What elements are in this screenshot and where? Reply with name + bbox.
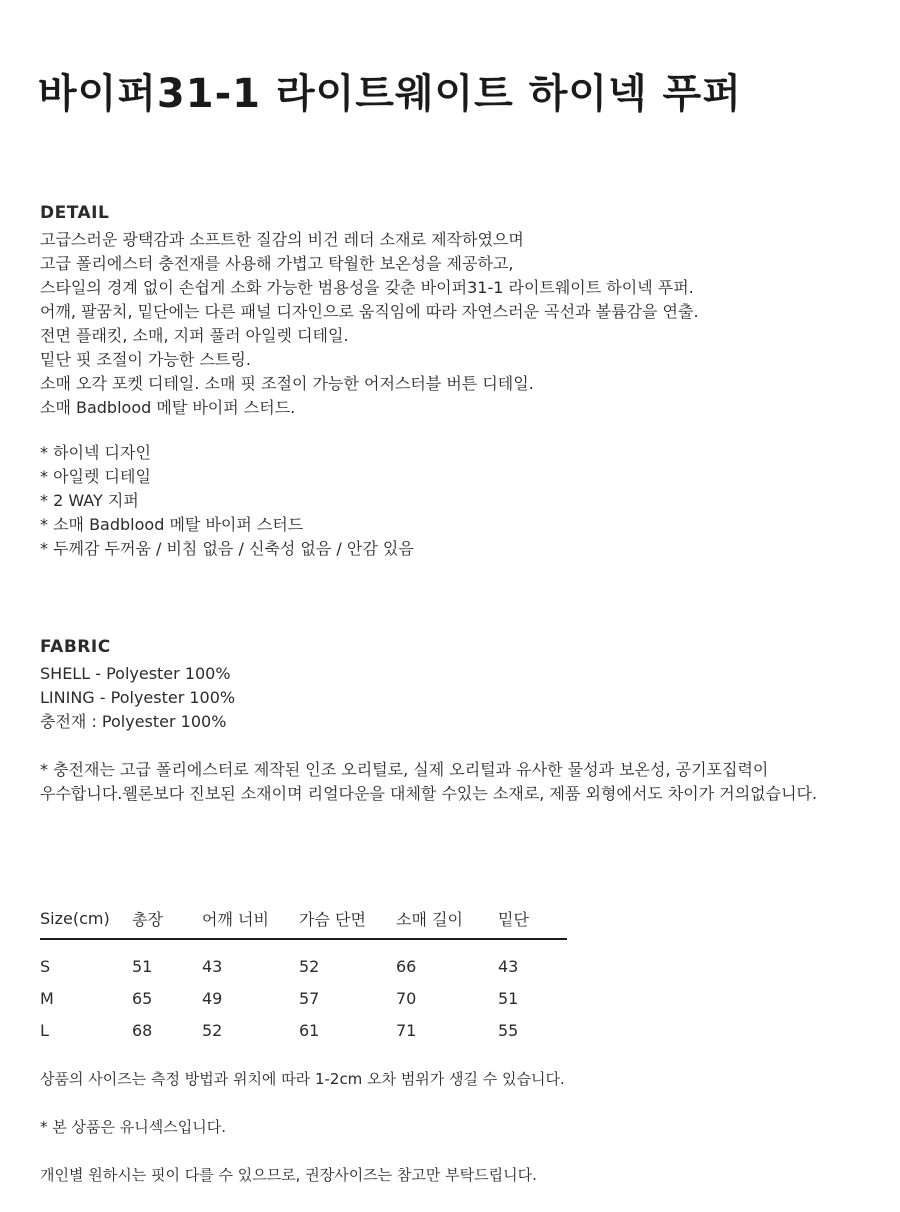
- detail-bullet: * 소매 Badblood 메탈 바이퍼 스터드: [40, 515, 304, 534]
- table-cell: 70: [396, 988, 417, 1008]
- table-cell: 52: [202, 1020, 223, 1040]
- table-cell: 52: [299, 956, 320, 976]
- table-cell: 57: [299, 988, 320, 1008]
- product-title: 바이퍼31-1 라이트웨이트 하이넥 푸퍼: [38, 71, 742, 117]
- table-cell: 68: [132, 1020, 153, 1040]
- table-row: [40, 982, 567, 1014]
- detail-paragraph: [40, 228, 699, 420]
- header-size: Size(cm): [40, 904, 132, 939]
- table-cell: 71: [396, 1020, 417, 1040]
- detail-bullets: [40, 441, 414, 561]
- detail-bullet: * 두께감 두꺼움 / 비침 없음 / 신축성 없음 / 안감 있음: [40, 539, 414, 558]
- detail-bullet: * 아일렛 디테일: [40, 467, 151, 486]
- table-cell: S: [40, 956, 51, 976]
- table-cell: 51: [132, 956, 153, 976]
- detail-line: 소매 Badblood 메탈 바이퍼 스터드.: [40, 398, 296, 417]
- table-cell: 61: [299, 1020, 320, 1040]
- table-cell: 43: [498, 956, 519, 976]
- header-hem: 밑단: [498, 904, 567, 939]
- size-table: [40, 904, 567, 1046]
- fabric-note-line: * 충전재는 고급 폴리에스터로 제작된 인조 오리털로, 실제 오리털과 유사한 물성과 보온성, 공기포집력이: [40, 760, 769, 779]
- detail-line: 어깨, 팔꿈치, 밑단에는 다른 패널 디자인으로 움직임에 따라 자연스러운 곡선과 볼륨감을 연출.: [40, 302, 699, 321]
- header-chest-width: 가슴 단면: [299, 904, 396, 939]
- fit-note: 개인별 원하시는 핏이 다를 수 있으므로, 권장사이즈는 참고만 부탁드립니다.: [40, 1166, 537, 1184]
- table-cell: 66: [396, 956, 417, 976]
- size-tolerance-note: 상품의 사이즈는 측정 방법과 위치에 따라 1-2cm 오차 범위가 생길 수 있습니다.: [40, 1070, 565, 1088]
- table-cell: L: [40, 1020, 49, 1040]
- fabric-label: FABRIC: [40, 637, 111, 657]
- header-total-length: 총장: [132, 904, 202, 939]
- fabric-line: SHELL - Polyester 100%: [40, 664, 231, 683]
- fabric-note: [40, 758, 817, 806]
- detail-line: 전면 플래킷, 소매, 지퍼 풀러 아일렛 디테일.: [40, 326, 349, 345]
- table-cell: M: [40, 988, 54, 1008]
- header-shoulder-width: 어깨 너비: [202, 904, 299, 939]
- detail-line: 스타일의 경계 없이 손쉽게 소화 가능한 범용성을 갖춘 바이퍼31-1 라이트웨이트 하이넥 푸퍼.: [40, 278, 694, 297]
- table-cell: 49: [202, 988, 223, 1008]
- detail-line: 밑단 핏 조절이 가능한 스트링.: [40, 350, 251, 369]
- detail-bullet: * 2 WAY 지퍼: [40, 491, 139, 510]
- table-cell: 65: [132, 988, 153, 1008]
- fabric-line: 충전재 : Polyester 100%: [40, 712, 227, 731]
- table-row: [40, 1014, 567, 1046]
- detail-label: DETAIL: [40, 203, 110, 223]
- unisex-note: * 본 상품은 유니섹스입니다.: [40, 1118, 226, 1136]
- fabric-line: LINING - Polyester 100%: [40, 688, 236, 707]
- table-cell: 51: [498, 988, 519, 1008]
- fabric-lines: [40, 662, 235, 734]
- header-sleeve-length: 소매 길이: [396, 904, 498, 939]
- detail-line: 고급 폴리에스터 충전재를 사용해 가볍고 탁월한 보온성을 제공하고,: [40, 254, 514, 273]
- table-row: [40, 939, 567, 982]
- detail-line: 고급스러운 광택감과 소프트한 질감의 비건 레더 소재로 제작하였으며: [40, 230, 524, 249]
- table-cell: 43: [202, 956, 223, 976]
- fabric-note-line: 우수합니다.웰론보다 진보된 소재이며 리얼다운을 대체할 수있는 소재로, 제품 외형에서도 차이가 거의없습니다.: [40, 784, 818, 803]
- table-cell: 55: [498, 1020, 519, 1040]
- detail-line: 소매 오각 포켓 디테일. 소매 핏 조절이 가능한 어저스터블 버튼 디테일.: [40, 374, 534, 393]
- detail-bullet: * 하이넥 디자인: [40, 443, 151, 462]
- size-table-header: [40, 904, 567, 939]
